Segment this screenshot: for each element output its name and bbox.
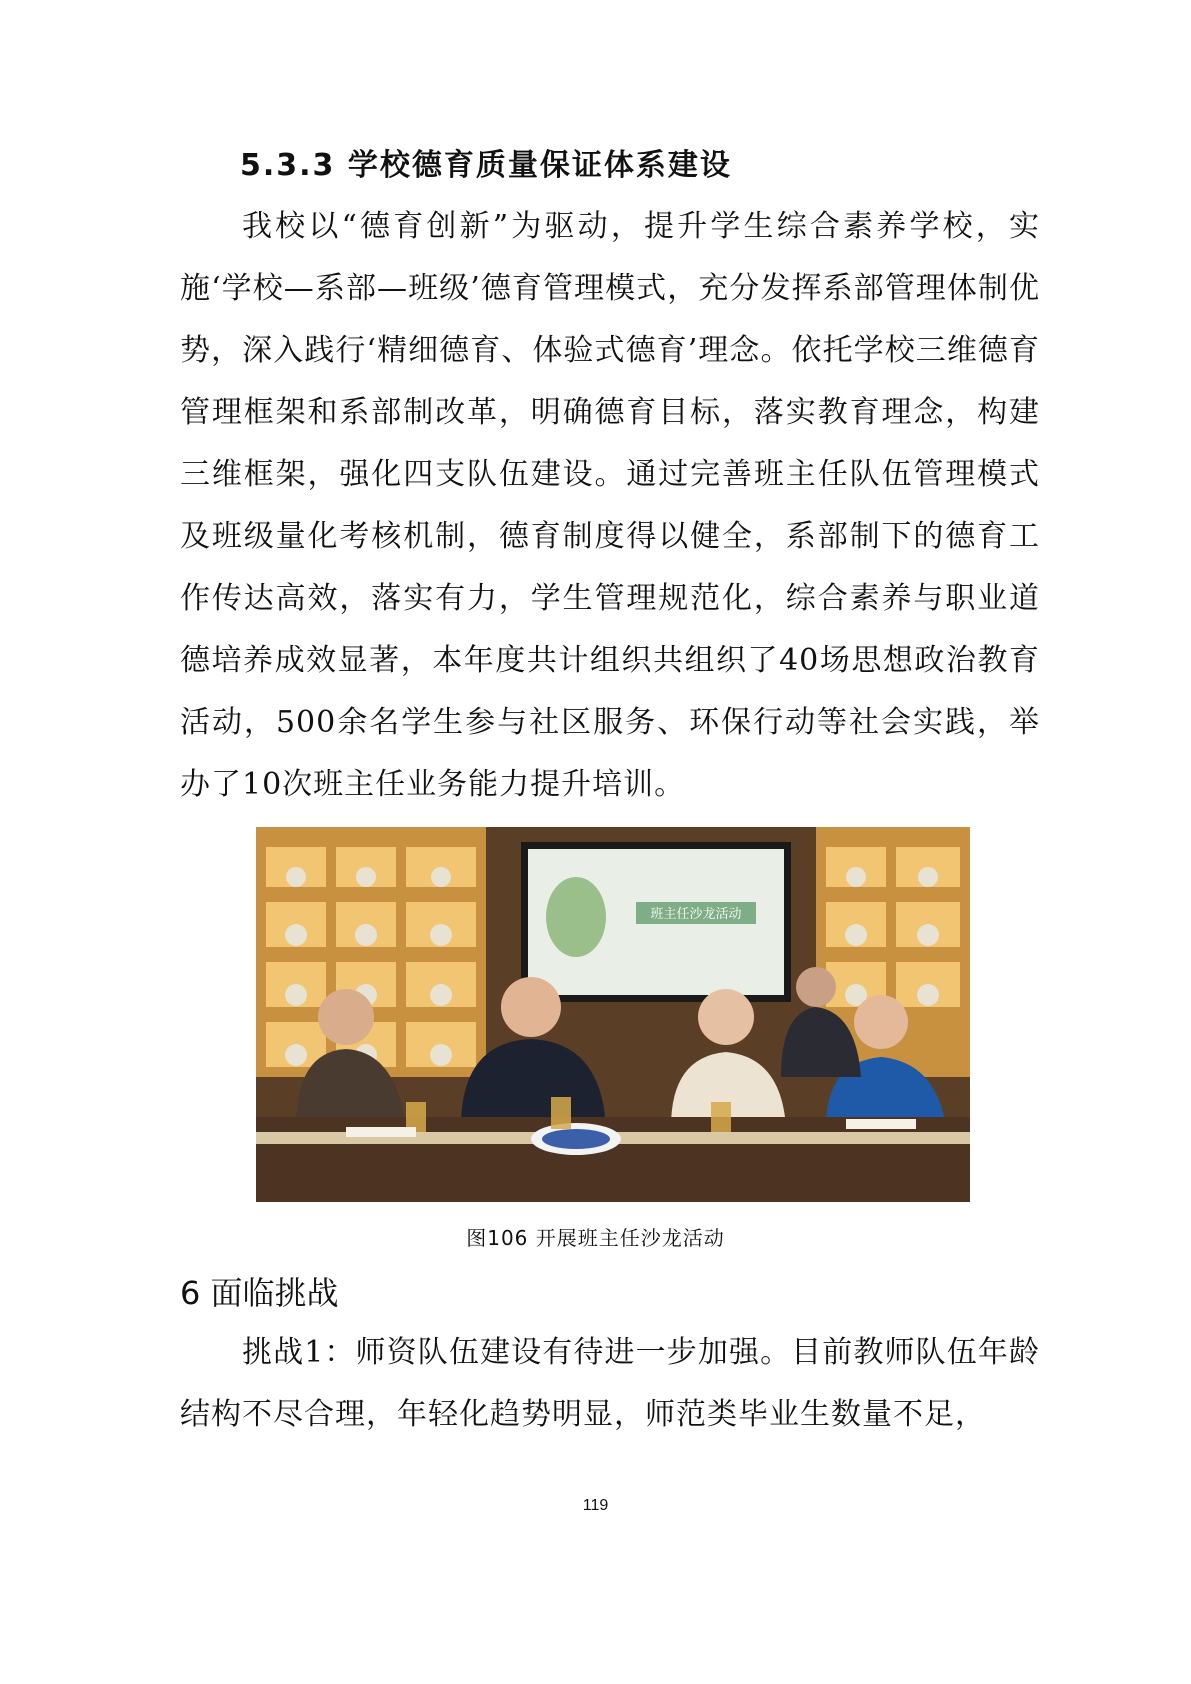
meeting-photo-illustration — [256, 827, 970, 1202]
chapter-paragraph-block — [180, 1322, 1040, 1452]
section-paragraph-block — [180, 196, 1040, 816]
chapter-heading: 6 面临挑战 — [180, 1274, 339, 1312]
meeting-photo — [256, 827, 970, 1202]
section-heading: 5.3.3 学校德育质量保证体系建设 — [240, 148, 732, 183]
figure-caption: 图106 开展班主任沙龙活动 — [466, 1226, 725, 1250]
section-paragraph: 我校以“德育创新”为驱动，提升学生综合素养学校，实施‘学校—系部—班级’德育管理模式，充分发挥系部管理体制优势，深入践行‘精细德育、体验式德育’理念。依托学校三维德育管理框架和系部制改革，明确德育目标，落实教育理念，构建三维框架，强化四支队伍建设。通过完善班主任队伍管理模式及班级量化考核机制，德育制度得以健全，系部制下的德育工作传达高效，落实有力，学生管理规范化，综合素养与职业道德培养成效显著，本年度共计组织共组织了40场思想政治教育活动，500余名学生参与社区服务、环保行动等社会实践，举办了10次班主任业务能力提升培训。 — [180, 209, 1040, 802]
page-number: 119 — [582, 1497, 609, 1514]
screen-title: 班主任沙龙活动 — [650, 907, 742, 922]
chapter-paragraph: 挑战1：师资队伍建设有待进一步加强。目前教师队伍年龄结构不尽合理，年轻化趋势明显，师范类毕业生数量不足， — [180, 1335, 1040, 1432]
